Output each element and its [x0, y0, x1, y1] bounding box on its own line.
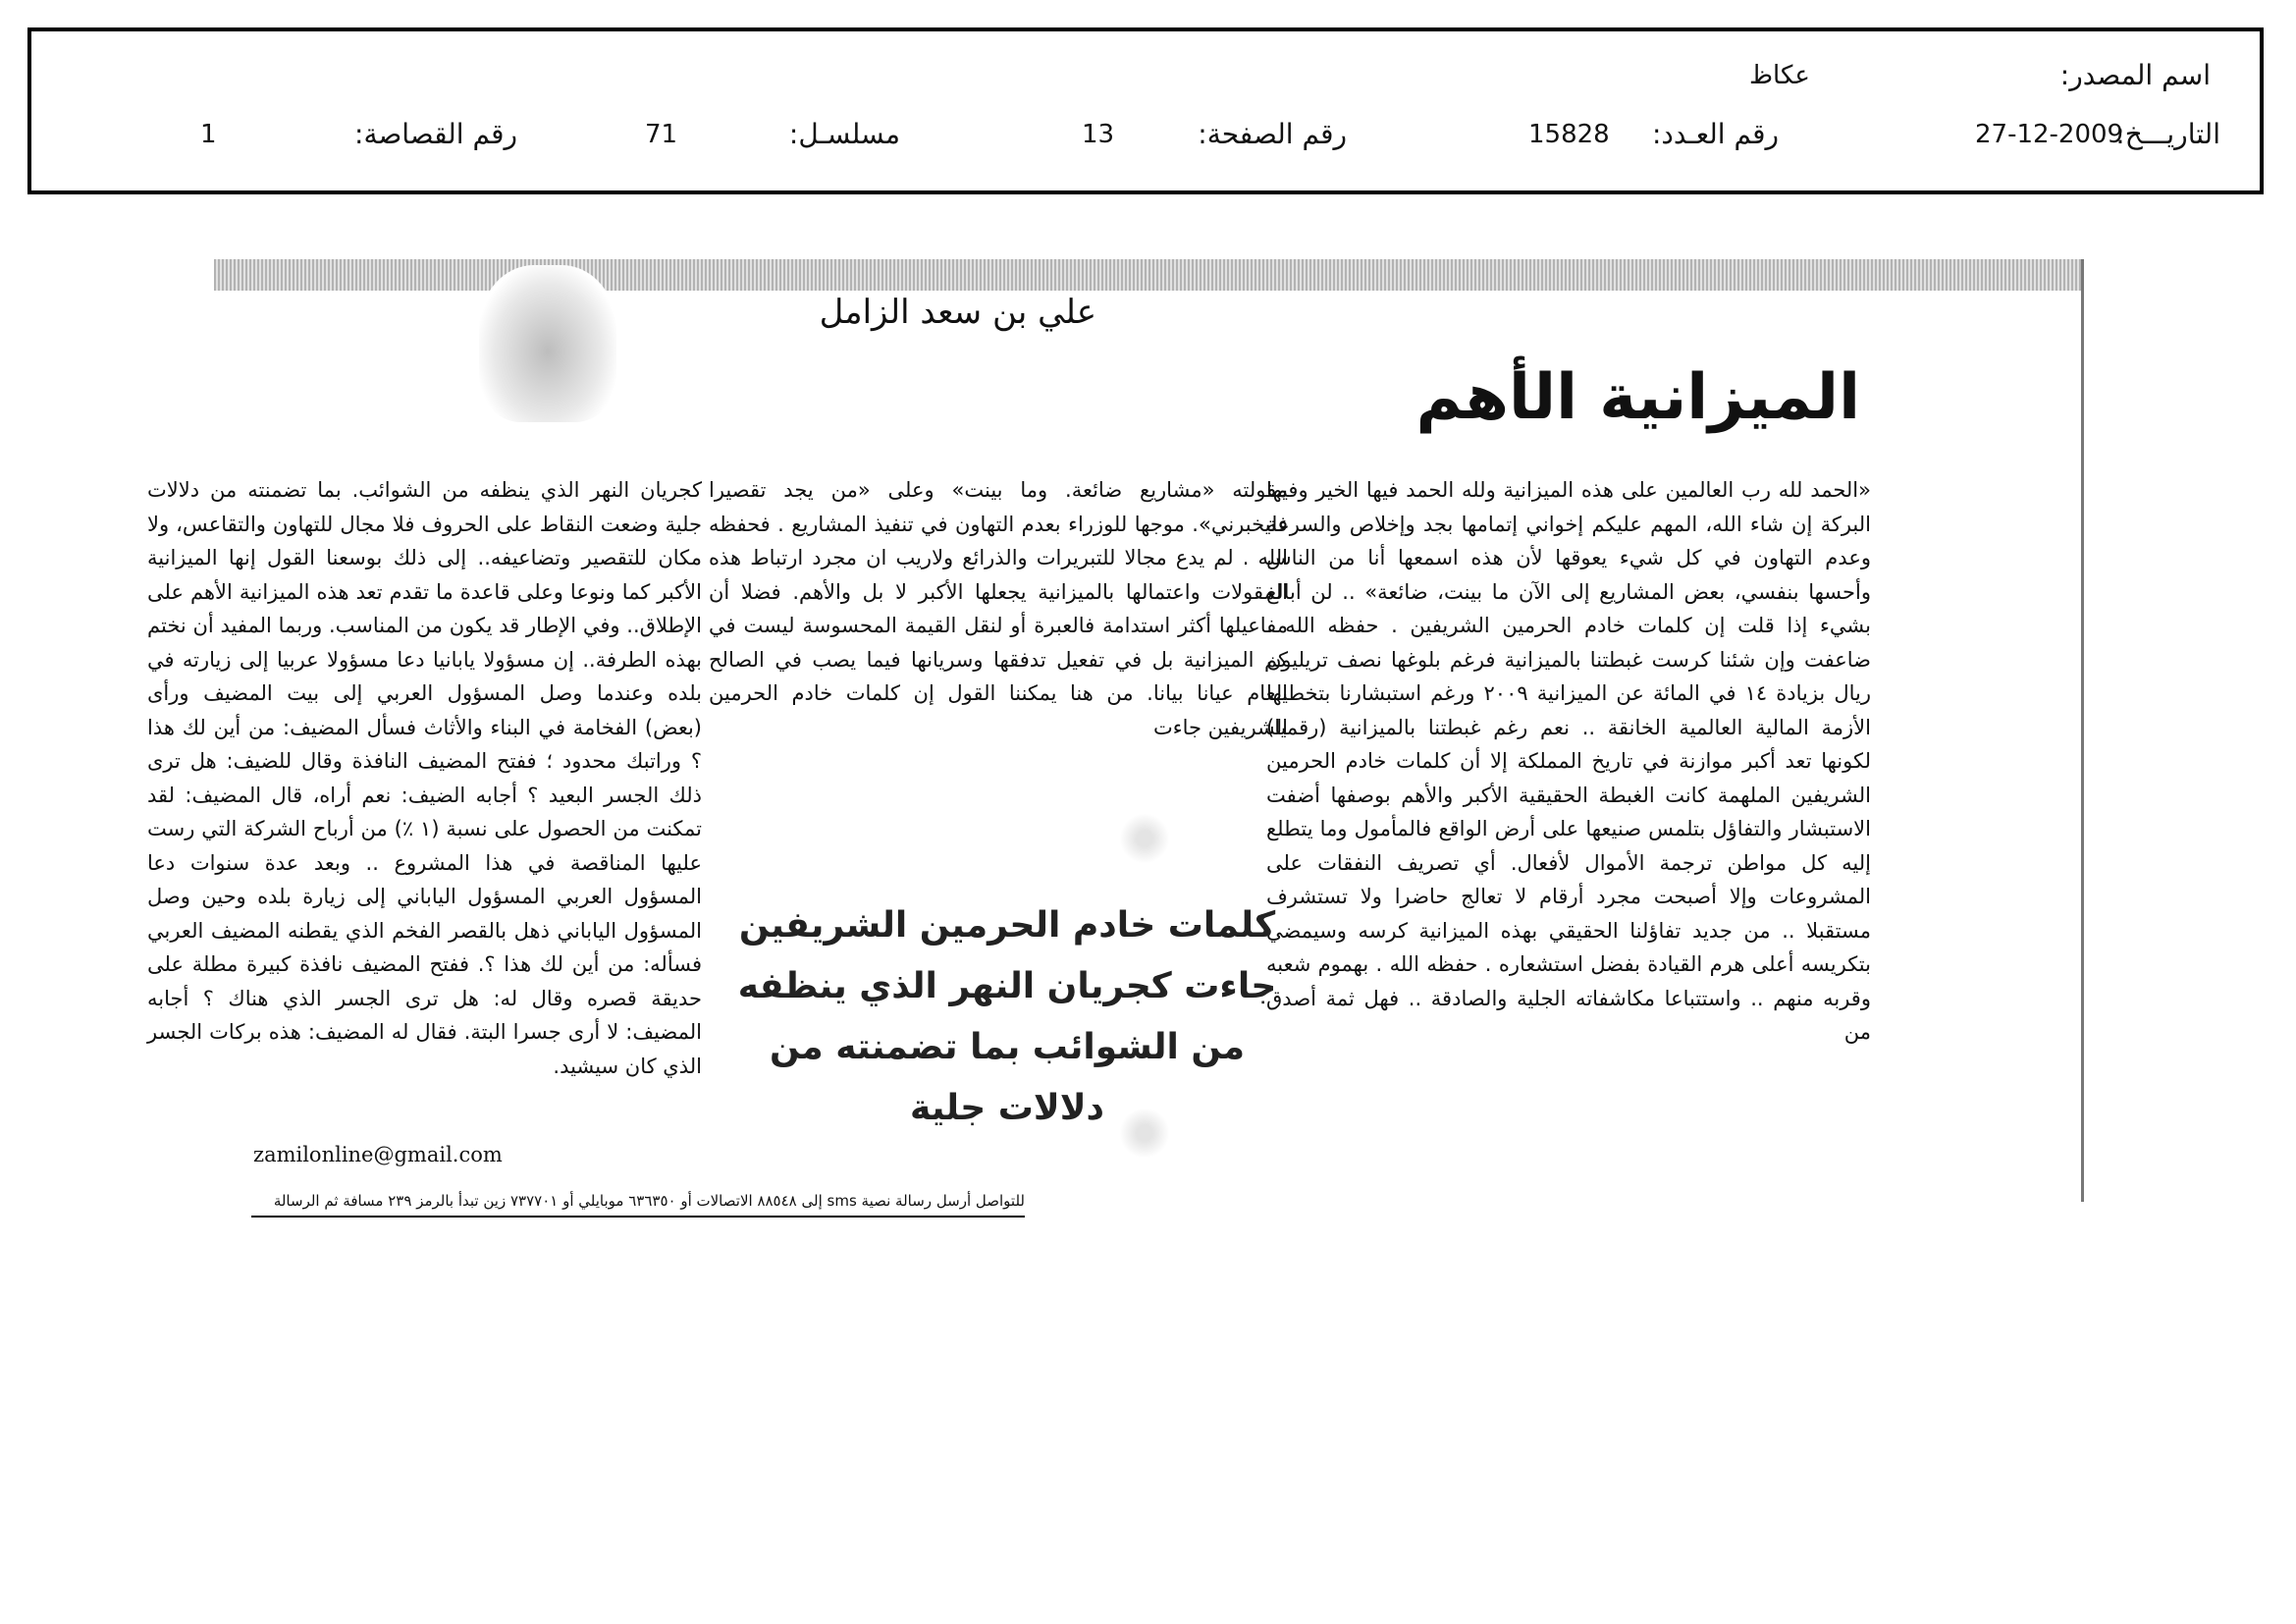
- serial-value: 71: [645, 120, 678, 149]
- column-1-text: «الحمد لله رب العالمين على هذه الميزانية ولله الحمد فيها الخير وفيها البركة إن شاء الله، المهم عليكم إخواني إتمامها بجد وإخلاص والسرعة وعدم التهاون في كل شيء يعوقها لأن هذه اسمعها أنا من الناس وأحسها بنفسي، بعض المشاريع إلى الآن ما بينت، ضائعة» .. لن أبالغ بشيء إذا قلت إن كلمات خادم الحرمين الشريفين . حفظه الله . ضاعفت وإن شئنا كرست غبطتنا بالميزانية فرغم بلوغها نصف تريليون ريال بزيادة ١٤ في المائة عن الميزانية ٢٠٠٩ ورغم استبشارنا بتخطيها الأزمة المالية العالمية الخانقة .. نعم رغم غبطتنا بالميزانية (رقميا) لكونها تعد أكبر موازنة في تاريخ المملكة إلا أن كلمات خادم الحرمين الشريفين الملهمة كانت الغبطة الحقيقية الأكبر والأهم بوصفها أضفت الاستبشار والتفاؤل بتلمس صنيعها على أرض الواقع فالمأمول وما يتطلع إليه كل مواطن ترجمة الأموال لأفعال. أي تصريف النفقات على المشروعات وإلا أصبحت مجرد أرقام لا تعالج حاضرا ولا تستشرف مستقبلا .. من جديد تفاؤلنا الحقيقي بهذه الميزانية كرسه وسيمضي بتكريسه أعلى هرم القيادة بفضل استشعاره . حفظه الله . بهموم شعبه وقربه منهم .. واستتباعا مكاشفاته الجلية والصادقة .. فهل ثمة أصدق من: [1266, 478, 1872, 1044]
- sms-contact-footer: للتواصل أرسل رسالة نصية sms إلى ٨٨٥٤٨ الاتصالات أو ٦٣٦٣٥٠ موبايلي أو ٧٣٧٧٠١ زين تبدأ بالرمز ٢٣٩ مسافة ثم الرسالة: [251, 1192, 1025, 1218]
- article-column-2: [709, 473, 1288, 744]
- author-email: zamilonline@gmail.com: [253, 1143, 503, 1166]
- source-label: اسم المصدر:: [2059, 59, 2211, 91]
- source-value: عكاظ: [1749, 61, 1810, 90]
- date-value: 27-12-2009: [1975, 120, 2124, 149]
- newspaper-clipping: [147, 259, 2084, 1210]
- author-photo: [479, 265, 616, 422]
- issue-label: رقم العـدد:: [1651, 118, 1779, 150]
- ornament-icon: [1115, 809, 1174, 868]
- page-value: 13: [1082, 120, 1115, 149]
- article-column-1: [1266, 473, 1871, 1050]
- article-column-3: [147, 473, 702, 1083]
- clip-number-label: رقم القصاصة:: [354, 118, 517, 150]
- article-headline: الميزانية الأهم: [1415, 361, 1860, 434]
- date-label: التاريـــخ:: [2115, 118, 2220, 150]
- clipping-metadata-box: [27, 27, 2264, 194]
- column-3-text: كجريان النهر الذي ينظفه من الشوائب. بما تضمنته من دلالات جلية وضعت النقاط على الحروف فلا مجال للتهاون والتقاعس، ولا مكان للتقصير وتضاعيفه.. إلى ذلك بوسعنا القول إنها الميزانية الأكبر كما ونوعا وعلى قاعدة ما تقدم تعد هذه الميزانية الأهم على الإطلاق.. وفي الإطار قد يكون من المناسب. وربما المفيد أن نختم بهذه الطرفة.. إن مسؤولا يابانيا دعا مسؤولا عربيا إلى زيارته في بلده وعندما وصل المسؤول العربي إلى بيت المضيف ورأى (بعض) الفخامة في البناء والأثاث فسأل المضيف: من أين لك هذا ؟ وراتبك محدود ؛ ففتح المضيف النافذة وقال للضيف: هل ترى ذلك الجسر البعيد ؟ أجابه الضيف: نعم أراه، قال المضيف: لقد تمكنت من الحصول على نسبة (١ ٪) من أرباح الشركة التي رست عليها المناقصة في هذا المشروع .. وبعد عدة سنوات دعا المسؤول العربي المسؤول الياباني إلى زيارة بلده وحين وصل المسؤول الياباني ذهل بالقصر الفخم الذي يقطنه المضيف العربي فسأله: من أين لك هذا ؟. ففتح المضيف نافذة كبيرة مطلة على حديقة قصره وقال له: هل ترى الجسر الذي هناك ؟ أجابه المضيف: لا أرى جسرا البتة. فقال له المضيف: هذه بركات الجسر الذي كان سيشيد.: [147, 478, 702, 1078]
- clip-number-value: 1: [200, 120, 217, 149]
- author-name: علي بن سعد الزامل: [819, 293, 1096, 332]
- column-2-text: مقولته «مشاريع ضائعة. وما بينت» وعلى «من يجد تقصيرا فليخبرني». موجها للوزراء بعدم التهاون في تنفيذ المشاريع . فحفظه الله . لم يدع مجالا للتبريرات والذرائع ولاريب ان مجرد ارتباط هذه المقولات واعتمالها بالميزانية يجعلها الأكبر لا بل والأهم. فضلا أن مفاعيلها أكثر استدامة فالعبرة أو لنقل القيمة المحسوسة ليست في كم الميزانية بل في تفعيل تدفقها وسريانها فيما يصب في الصالح العام عيانا بيانا. من هنا يمكننا القول إن كلمات خادم الحرمين الشريفين جاءت: [709, 478, 1288, 739]
- serial-label: مسلسـل:: [788, 118, 900, 150]
- ornament-icon: [1115, 1104, 1174, 1163]
- issue-value: 15828: [1528, 120, 1610, 149]
- page-label: رقم الصفحة:: [1198, 118, 1347, 150]
- pull-quote: كلمات خادم الحرمين الشريفين جاءت كجريان النهر الذي ينظفه من الشوائب بما تضمنته من دلالات جلية: [737, 905, 1277, 1128]
